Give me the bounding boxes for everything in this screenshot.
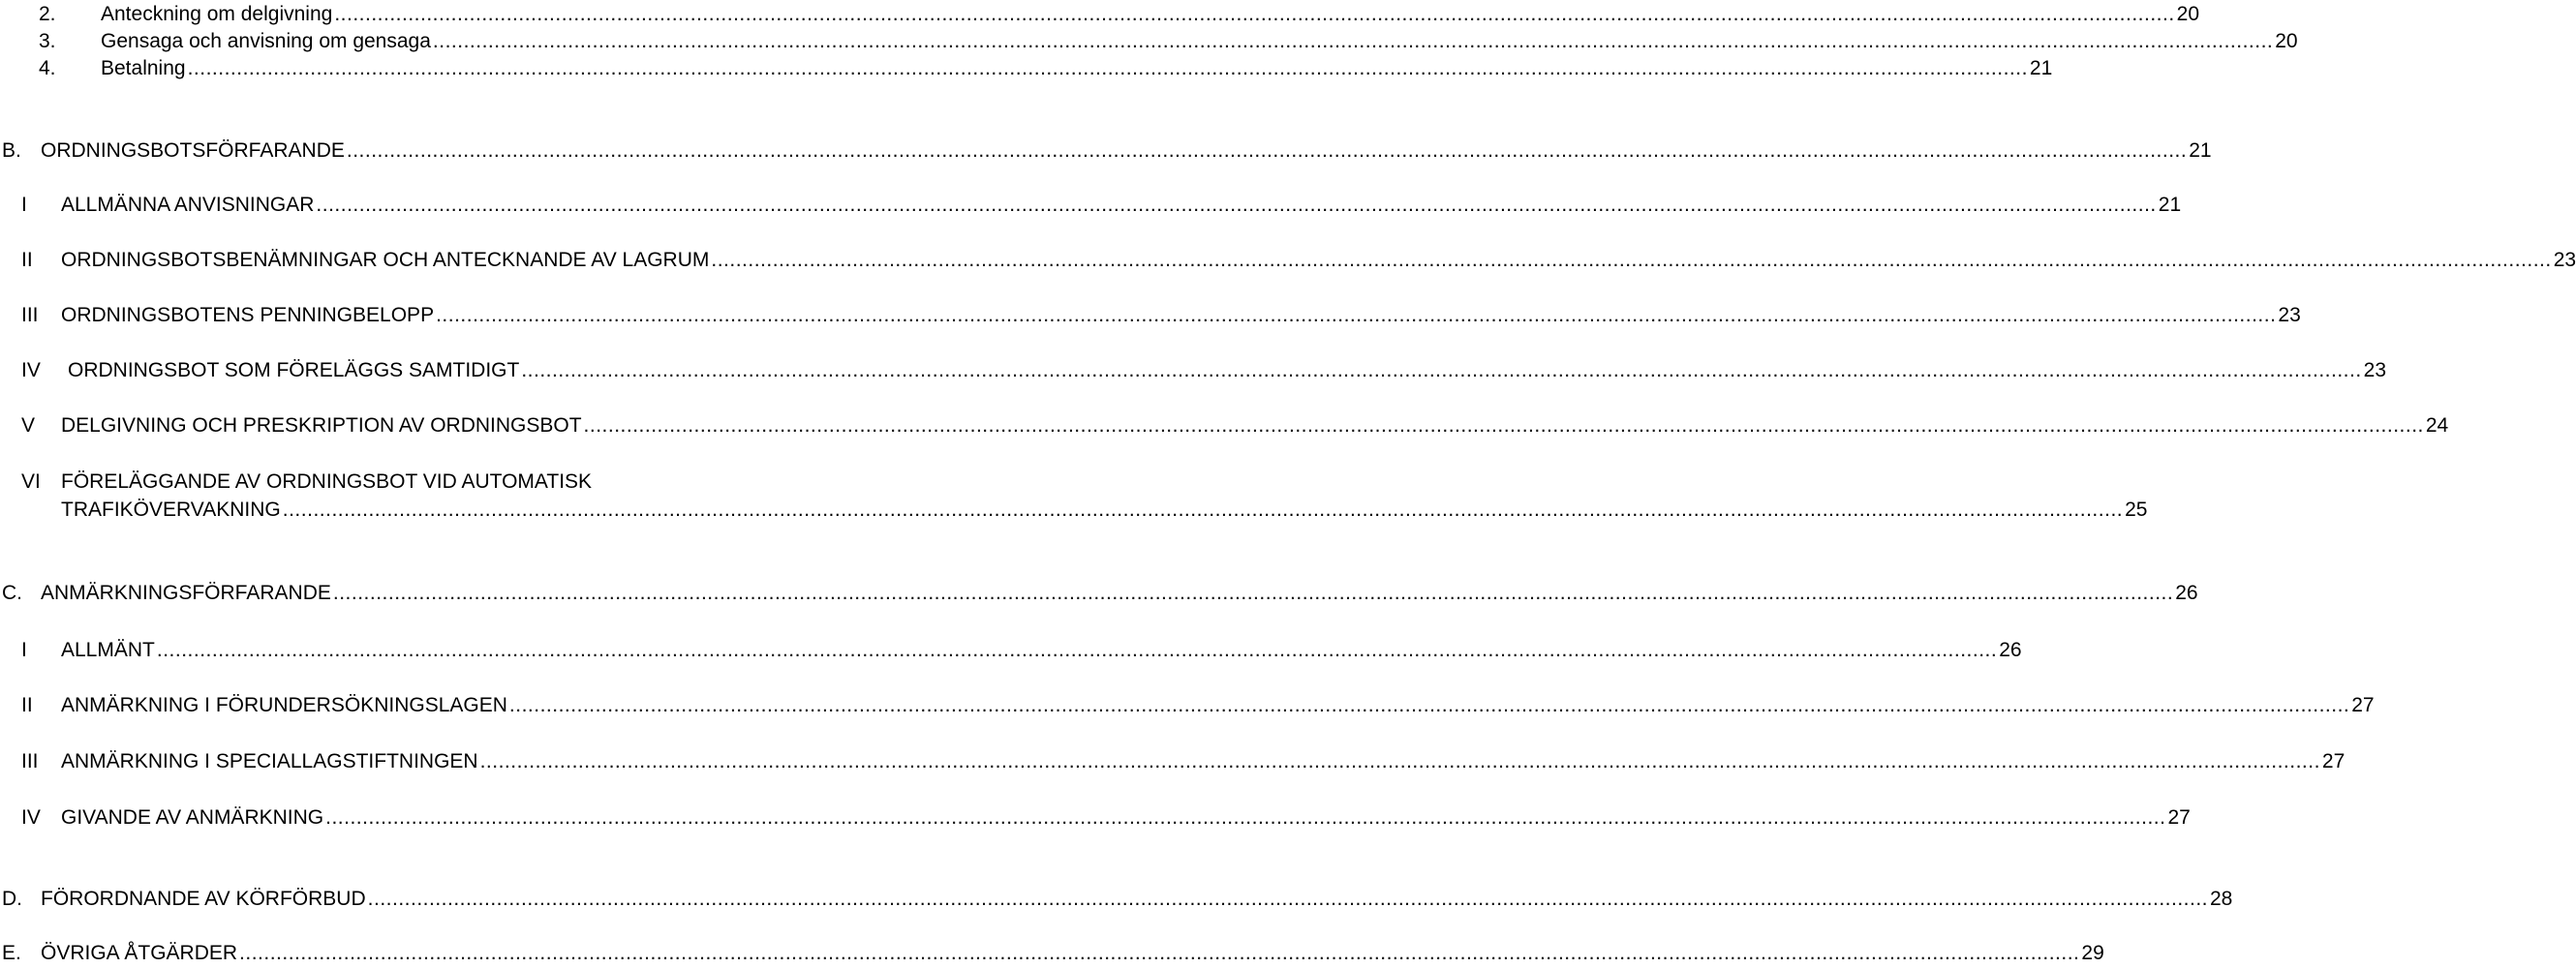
toc-entry-page: 27 bbox=[2351, 694, 2375, 716]
toc-entry-number: B. bbox=[2, 139, 21, 162]
toc-entry-number: II bbox=[21, 694, 33, 716]
toc-entry-title: ÖVRIGA ÅTGÄRDER bbox=[41, 942, 238, 964]
dot-leader: ............................................................................................................................................................................................................................................................................................................ bbox=[479, 750, 2320, 772]
dot-leader: ............................................................................................................................................................................................................................................................................................................ bbox=[432, 30, 2274, 52]
dot-leader: ............................................................................................................................................................................................................................................................................................................ bbox=[346, 139, 2188, 162]
toc-entry-page: 20 bbox=[2176, 3, 2200, 25]
toc-entry-page: 23 bbox=[2363, 359, 2387, 381]
toc-entry-page: 27 bbox=[2167, 806, 2191, 829]
toc-entry-number: IV bbox=[21, 359, 41, 381]
dot-leader: ............................................................................................................................................................................................................................................................................................................ bbox=[316, 194, 2157, 216]
toc-entry-page: 21 bbox=[2189, 139, 2212, 162]
toc-entry-title: FÖRORDNANDE AV KÖRFÖRBUD bbox=[41, 888, 366, 910]
toc-entry-page: 24 bbox=[2425, 414, 2449, 437]
dot-leader: ............................................................................................................................................................................................................................................................................................................ bbox=[583, 414, 2424, 437]
toc-entry-title: ORDNINGSBOTENS PENNINGBELOPP bbox=[61, 304, 435, 326]
toc-entry-number: 3. bbox=[39, 30, 56, 52]
toc-entry-title: Gensaga och anvisning om gensaga bbox=[101, 30, 431, 52]
dot-leader: ............................................................................................................................................................................................................................................................................................................ bbox=[325, 806, 2166, 829]
toc-entry-title: ALLMÄNT bbox=[61, 639, 155, 661]
toc-entry-page: 21 bbox=[2029, 57, 2053, 79]
toc-entry-number: I bbox=[21, 639, 27, 661]
dot-leader: ............................................................................................................................................................................................................................................................................................................ bbox=[334, 3, 2175, 25]
toc-entry-page: 23 bbox=[2278, 304, 2301, 326]
toc-entry-title: ANMÄRKNINGSFÖRFARANDE bbox=[41, 582, 331, 604]
toc-entry[interactable] bbox=[0, 469, 2148, 528]
toc-entry-title: FÖRELÄGGANDE AV ORDNINGSBOT VID AUTOMATISK bbox=[61, 470, 593, 493]
toc-entry-title-continuation: TRAFIKÖVERVAKNING bbox=[61, 499, 281, 521]
toc-entry-title: Betalning bbox=[101, 57, 186, 79]
dot-leader: ............................................................................................................................................................................................................................................................................................................ bbox=[508, 694, 2350, 716]
toc-entry-number: I bbox=[21, 194, 27, 216]
toc-entry-title: ORDNINGSBOTSBENÄMNINGAR OCH ANTECKNANDE AV LAGRUM bbox=[61, 249, 710, 271]
toc-entry-page: 23 bbox=[2553, 249, 2576, 271]
dot-leader: ............................................................................................................................................................................................................................................................................................................ bbox=[239, 942, 2080, 964]
dot-leader: ............................................................................................................................................................................................................................................................................................................ bbox=[367, 888, 2208, 910]
toc-entry-number: IV bbox=[21, 806, 41, 829]
toc-entry-title: ALLMÄNNA ANVISNINGAR bbox=[61, 194, 315, 216]
toc-entry-title: Anteckning om delgivning bbox=[101, 3, 333, 25]
dot-leader: ............................................................................................................................................................................................................................................................................................................ bbox=[521, 359, 2362, 381]
toc-entry-number: VI bbox=[21, 470, 41, 493]
toc-entry-number: III bbox=[21, 304, 39, 326]
dot-leader: ............................................................................................................................................................................................................................................................................................................ bbox=[711, 249, 2552, 271]
toc-entry-page: 28 bbox=[2210, 888, 2233, 910]
toc-entry-number: D. bbox=[2, 888, 22, 910]
toc-entry-number: E. bbox=[2, 942, 21, 964]
toc-entry-page: 29 bbox=[2081, 942, 2104, 964]
toc-entry-number: 2. bbox=[39, 3, 56, 25]
toc-entry-number: III bbox=[21, 750, 39, 772]
toc-entry-title: ORDNINGSBOT SOM FÖRELÄGGS SAMTIDIGT bbox=[68, 359, 520, 381]
toc-entry-page: 26 bbox=[1999, 639, 2022, 661]
toc-entry-page: 27 bbox=[2321, 750, 2346, 772]
dot-leader: ............................................................................................................................................................................................................................................................................................................ bbox=[282, 499, 2124, 521]
dot-leader: ............................................................................................................................................................................................................................................................................................................ bbox=[156, 639, 1998, 661]
toc-entry-number: 4. bbox=[39, 57, 56, 79]
dot-leader: ............................................................................................................................................................................................................................................................................................................ bbox=[436, 304, 2277, 326]
toc-entry-title: ORDNINGSBOTSFÖRFARANDE bbox=[41, 139, 345, 162]
toc-entry-page: 20 bbox=[2275, 30, 2298, 52]
toc-entry-number: II bbox=[21, 249, 33, 271]
toc-entry-page: 26 bbox=[2175, 582, 2198, 604]
toc-entry-page: 21 bbox=[2158, 194, 2182, 216]
toc-entry-page: 25 bbox=[2125, 499, 2148, 521]
toc-entry-number: C. bbox=[2, 582, 22, 604]
toc-entry-title: DELGIVNING OCH PRESKRIPTION AV ORDNINGSBOT bbox=[61, 414, 582, 437]
toc-entry-title: GIVANDE AV ANMÄRKNING bbox=[61, 806, 324, 829]
dot-leader: ............................................................................................................................................................................................................................................................................................................ bbox=[187, 57, 2028, 79]
toc-entry-title: ANMÄRKNING I FÖRUNDERSÖKNINGSLAGEN bbox=[61, 694, 507, 716]
dot-leader: ............................................................................................................................................................................................................................................................................................................ bbox=[332, 582, 2174, 604]
toc-entry-number: V bbox=[21, 414, 36, 437]
toc-entry-title: ANMÄRKNING I SPECIALLAGSTIFTNINGEN bbox=[61, 750, 478, 772]
